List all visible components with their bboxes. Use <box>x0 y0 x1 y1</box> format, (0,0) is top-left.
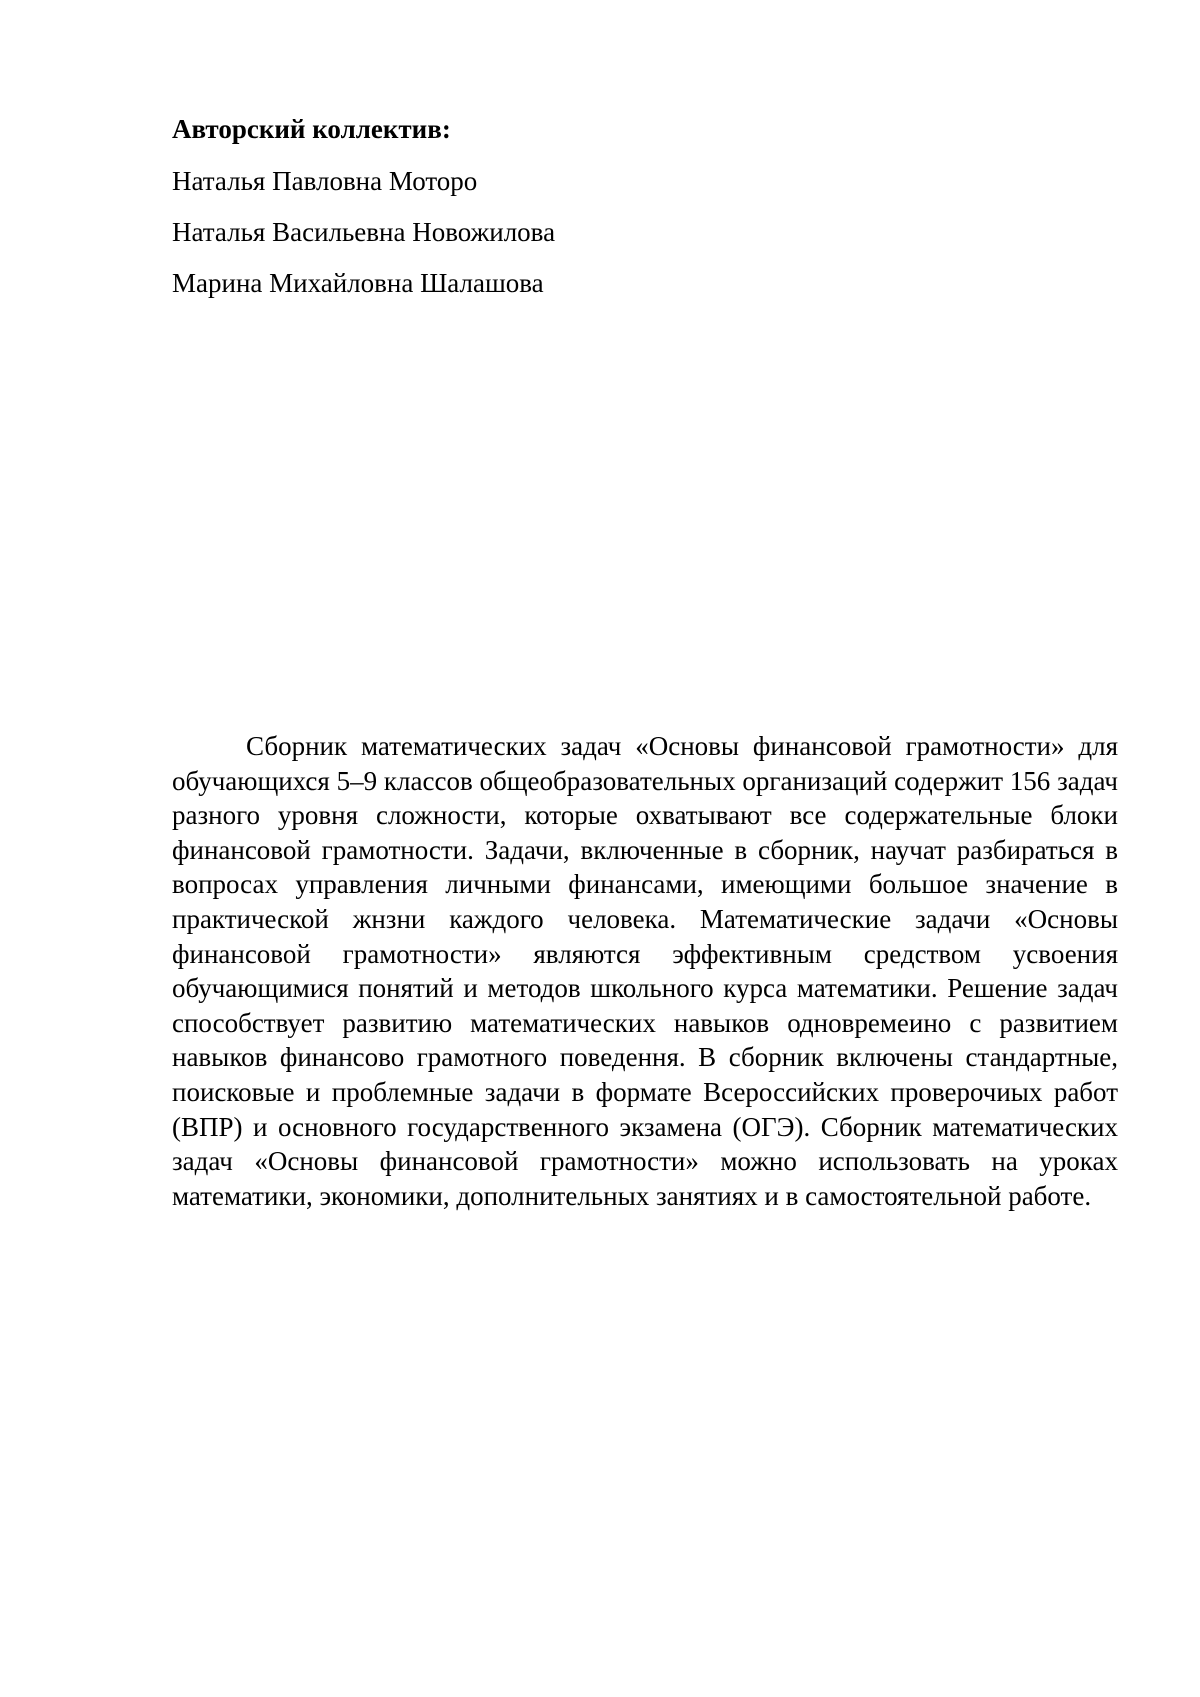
author-name-1: Наталья Павловна Моторо <box>172 166 478 196</box>
authors-block <box>172 112 1072 317</box>
authors-heading: Авторский коллектив: <box>172 114 451 144</box>
author-name-2: Наталья Васильевна Новожилова <box>172 217 556 247</box>
abstract-paragraph: Сборник математических задач «Основы финансовой грамотности» для обучающихся 5–9 классов общеобразовательных организаций содержит 156 задач разного уровня сложности, которые охватывают все содержательные блоки финансовой грамотности. Задачи, включенные в сборник, научат разбираться в вопросах управления личными финансами, имеющими большое значение в практической жнзни каждого человека. Математические задачи «Основы финансовой грамотности» являются эффективным средством усвоения обучающимися понятий и методов школьного курса математики. Решение задач способствует развитию математических навыков одновремеино с развитием навыков финансово грамотного поведення. В сборник включены стандартные, поисковые и проблемные задачи в формате Всероссийских проверочиых работ (ВПР) и основного государственного экзамена (ОГЭ). Сборник математических задач «Основы финансовой грамотности» можно использовать на уроках математики, экономики, дополнительных занятиях и в самостоятельной работе. <box>172 731 1118 1211</box>
author-name-3: Марина Михайловна Шалашова <box>172 268 544 298</box>
